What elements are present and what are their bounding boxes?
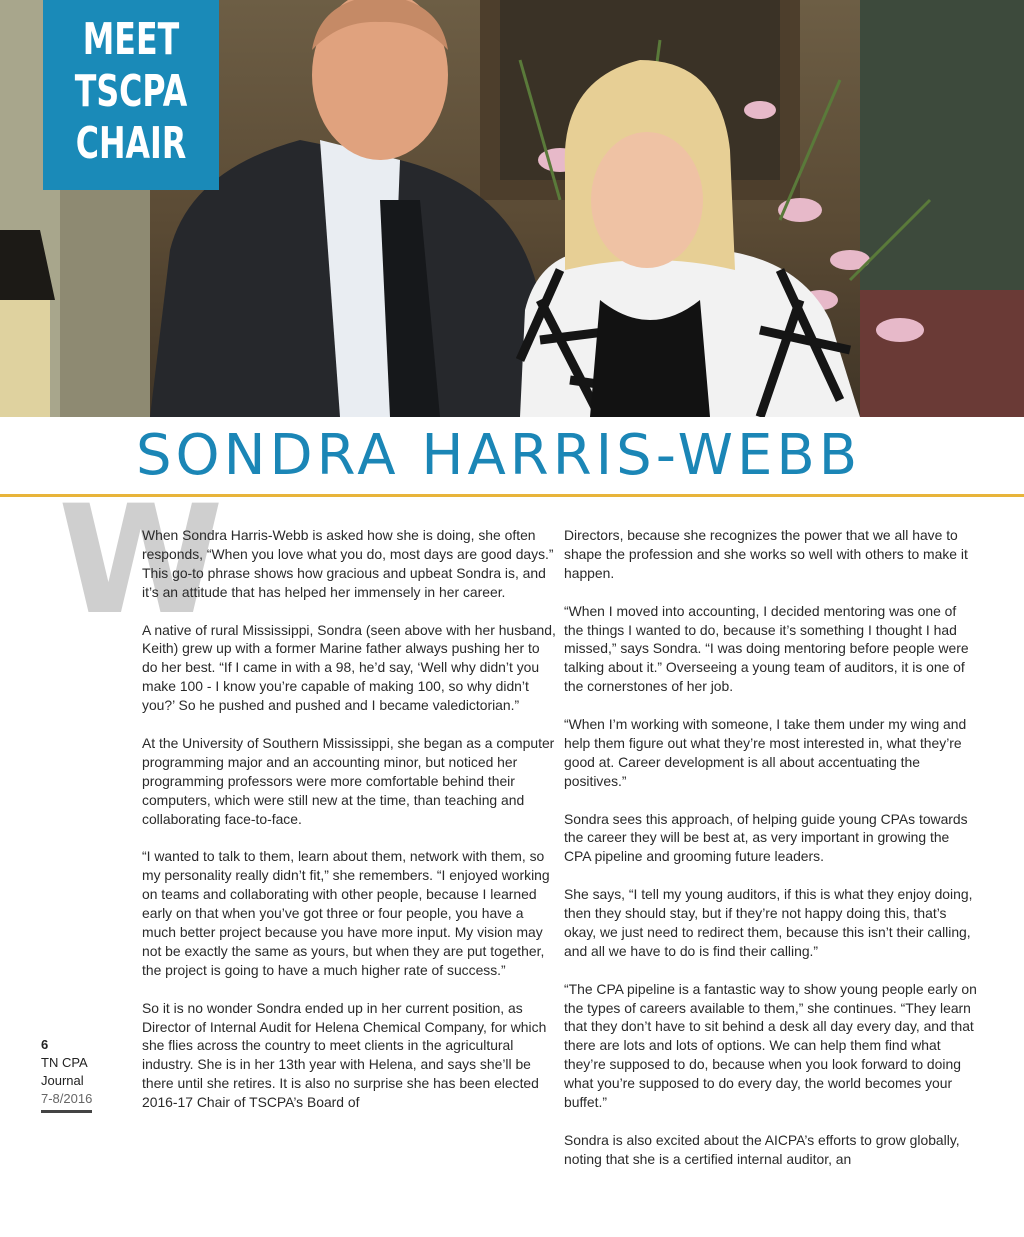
paragraph: “The CPA pipeline is a fantastic way to show young people early on the types of careers available to them,” she continues. “They learn that they don’t have to sit behind a desk all day every day, and that there are lots and lots of options. We can help them find what they’re supposed to do, because when you look forward to doing what you’re supposed to do every day, the world becomes your buffet.” — [564, 980, 977, 1111]
paragraph: She says, “I tell my young auditors, if this is what they enjoy doing, then they should stay, but if they’re not happy doing this, that’s okay, we just need to redirect them, because this isn’t their calling, and all we have to do is find their calling.” — [564, 886, 973, 959]
paragraph: “When I moved into accounting, I decided mentoring was one of the things I wanted to do, because it’s something I thought I had missed,” says Sondra. “I was doing mentoring before people were talking about it.” Overseeing a young team of auditors, it is one of the cornerstones of her job. — [564, 602, 969, 695]
badge-line-meet: MEET — [82, 14, 180, 65]
meet-chair-badge — [43, 0, 219, 190]
paragraph: “When I’m working with someone, I take them under my wing and help them figure out what they’re most interested in, what they’re good at. Career development is all about accentuating the positives.” — [564, 716, 967, 789]
badge-line-chair: CHAIR — [75, 118, 187, 169]
badge-line-tscpa: TSCPA — [74, 66, 188, 117]
paragraph: So it is no wonder Sondra ended up in her current position, as Director of Internal Audit for Helena Chemical Company, for which she flies across the country to meet clients in the agricultural industry. She is in her 13th year with Helena, and says she’ll be there until she retires. It is also no surprise she has been elected 2016-17 Chair of TSCPA’s Board of — [142, 999, 547, 1111]
cover-photo — [0, 0, 1024, 417]
article-column-2 — [564, 526, 978, 1188]
paragraph: Sondra is also excited about the AICPA’s efforts to grow globally, noting that she is a certified internal auditor, an — [564, 1131, 960, 1167]
paragraph: Sondra sees this approach, of helping guide young CPAs towards the career they will be best at, as very important in growing the CPA pipeline and grooming future leaders. — [564, 810, 968, 865]
publication-name-line2: Journal — [41, 1073, 84, 1088]
paragraph: At the University of Southern Mississippi, she began as a computer programming major and an accounting minor, but noticed her programming professors were more comfortable behind their computers, which were still new at the time, than teaching and collaborating face-to-face. — [142, 734, 555, 827]
article-title: SONDRA HARRIS-WEBB — [136, 423, 862, 488]
publication-name-line1: TN CPA — [41, 1055, 88, 1070]
paragraph: “I wanted to talk to them, learn about them, network with them, so my personality really didn’t fit,” she remembers. “I enjoyed working on teams and collaborating with other people, because I learned early on that when you’ve got three or four people, you have a much better project because you have more input. My vision may not be exactly the same as yours, but when they are put together, the project is going to have a much higher rate of success.” — [142, 848, 550, 978]
page-folio — [41, 1036, 92, 1113]
drop-cap: W — [58, 474, 224, 648]
paragraph: A native of rural Mississippi, Sondra (seen above with her husband, Keith) grew up with a former Marine father always pushing her to do her best. “If I came in with a 98, he’d say, ‘Well why didn’t you make 100 - I know you’re capable of making 100, so why didn’t you?’ So he pushed and pushed and I became valedictorian.” — [142, 621, 556, 714]
issue-date: 7-8/2016 — [41, 1090, 92, 1113]
page-number: 6 — [41, 1037, 49, 1052]
paragraph: When Sondra Harris-Webb is asked how she is doing, she often responds, “When you love what you do, most days are good days.” This go-to phrase shows how gracious and upbeat Sondra is, and it’s an attitude that has helped her immensely in her career. — [142, 527, 554, 600]
paragraph: Directors, because she recognizes the power that we all have to shape the profession and she works so well with others to make it happen. — [564, 527, 968, 581]
article-column-1 — [142, 526, 556, 1131]
